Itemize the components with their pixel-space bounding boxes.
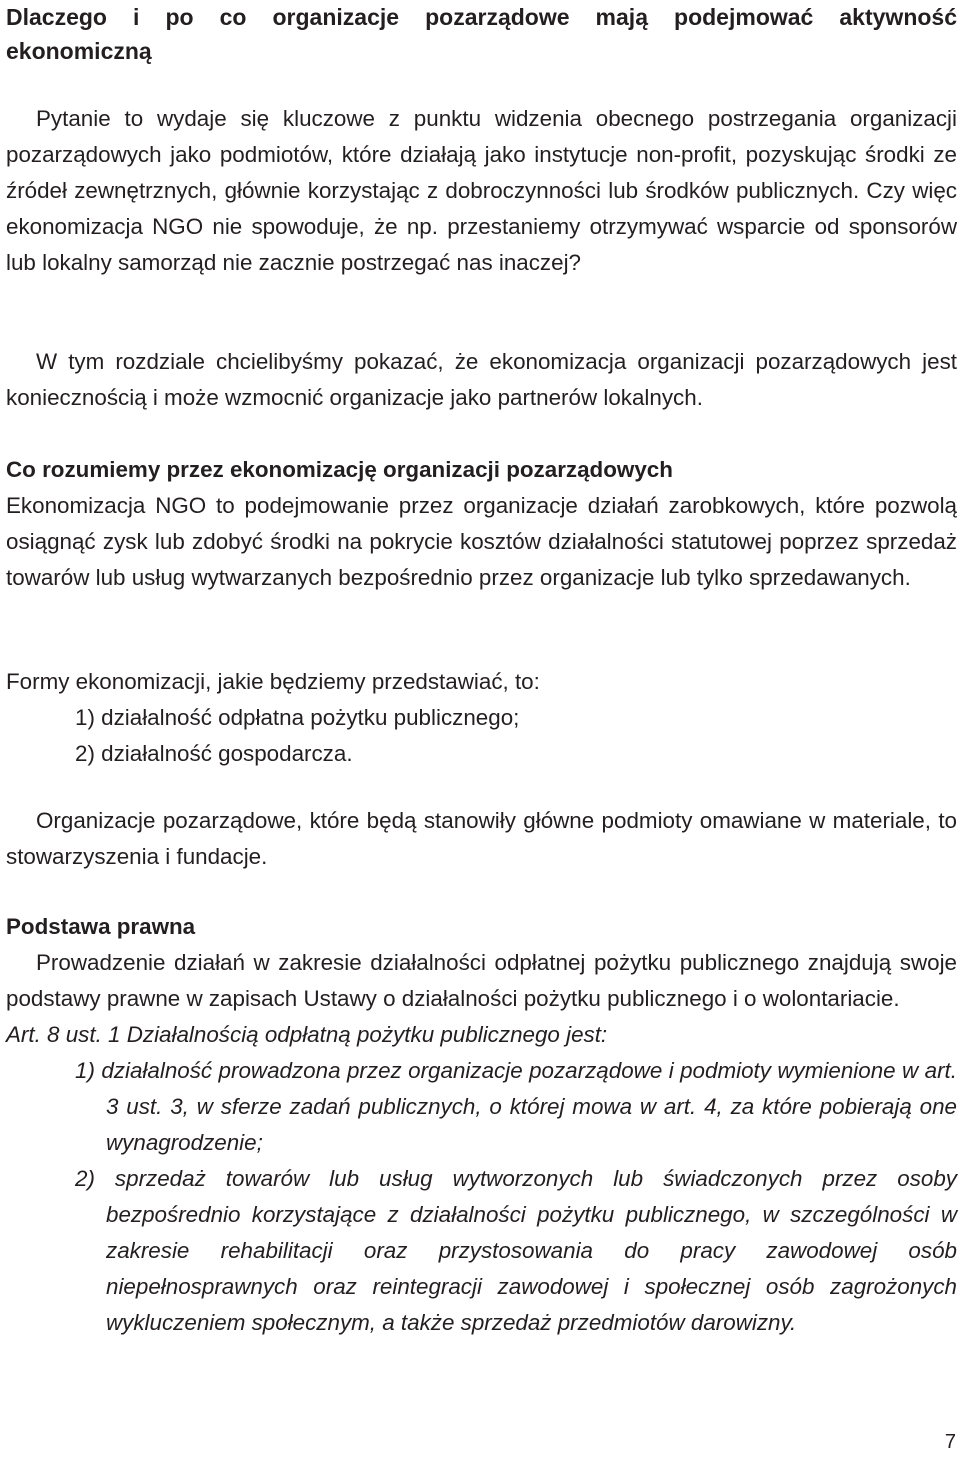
intro-paragraph: Pytanie to wydaje się kluczowe z punktu widzenia obecnego postrzegania organizacji pozarządowych jako podmiotów, które działają jako instytucje non-profit, pozyskując środki ze źródeł zewnętrznych, głównie korzystając z dobroczynności lub środków publicznych. Czy więc ekonomizacja NGO nie spowoduje, że np. przestaniemy otrzymywać wsparcie od sponsorów lub lokalny samorząd nie zacznie postrzegać nas inaczej? (6, 106, 957, 275)
forms-item-1: 1) działalność odpłatna pożytku publicznego; (75, 705, 520, 730)
section-legal-basis-heading: Podstawa prawna (6, 914, 196, 939)
chapter-title-line-2: ekonomiczną (6, 38, 152, 64)
chapter-title (6, 0, 957, 68)
section-economization (6, 452, 957, 596)
forms-item-2: 2) działalność gospodarcza. (75, 741, 353, 766)
section-legal-basis-body: Prowadzenie działań w zakresie działalności odpłatnej pożytku publicznego znajdują swoje podstawy prawne w zapisach Ustawy o działalności pożytku publicznego i o wolontariacie. (6, 950, 957, 1011)
article-item-1: 1) działalność prowadzona przez organizacje pozarządowe i podmioty wymienione w art. 3 ust. 3, w sferze zadań publicznych, o której mowa w art. 4, za które pobierają one wynagrodzenie; (75, 1058, 957, 1155)
article-item-2: 2) sprzedaż towarów lub usług wytworzonych lub świadczonych przez osoby bezpośrednio korzystające z działalności pożytku publicznego, w szczególności w zakresie rehabilitacji oraz przystosowania do pracy zawodowej osób niepełnosprawnych oraz reintegracji zawodowej i społecznej osób zagrożonych wykluczeniem społecznym, a także sprzedaż przedmiotów darowizny. (75, 1166, 957, 1335)
chapter-title-line-1: Dlaczego i po co organizacje pozarządowe mają podejmować aktywność (6, 4, 957, 30)
section-economization-heading: Co rozumiemy przez ekonomizację organizacji pozarządowych (6, 457, 673, 482)
forms-block (6, 664, 957, 772)
chapter-paragraph: W tym rozdziale chcielibyśmy pokazać, że ekonomizacja organizacji pozarządowych jest koniecznością i może wzmocnić organizacje jako partnerów lokalnych. (6, 349, 957, 410)
article-intro: Art. 8 ust. 1 Działalnością odpłatną pożytku publicznego jest: (6, 1022, 608, 1047)
organizations-paragraph: Organizacje pozarządowe, które będą stanowiły główne podmioty omawiane w materiale, to stowarzyszenia i fundacje. (6, 808, 957, 869)
forms-intro: Formy ekonomizacji, jakie będziemy przedstawiać, to: (6, 669, 540, 694)
section-economization-body: Ekonomizacja NGO to podejmowanie przez organizacje działań zarobkowych, które pozwolą osiągnąć zysk lub zdobyć środki na pokrycie kosztów działalności statutowej poprzez sprzedaż towarów lub usług wytwarzanych bezpośrednio przez organizacje lub tylko sprzedawanych. (6, 493, 957, 590)
page-number: 7 (944, 1431, 956, 1453)
section-legal-basis (6, 909, 957, 1341)
